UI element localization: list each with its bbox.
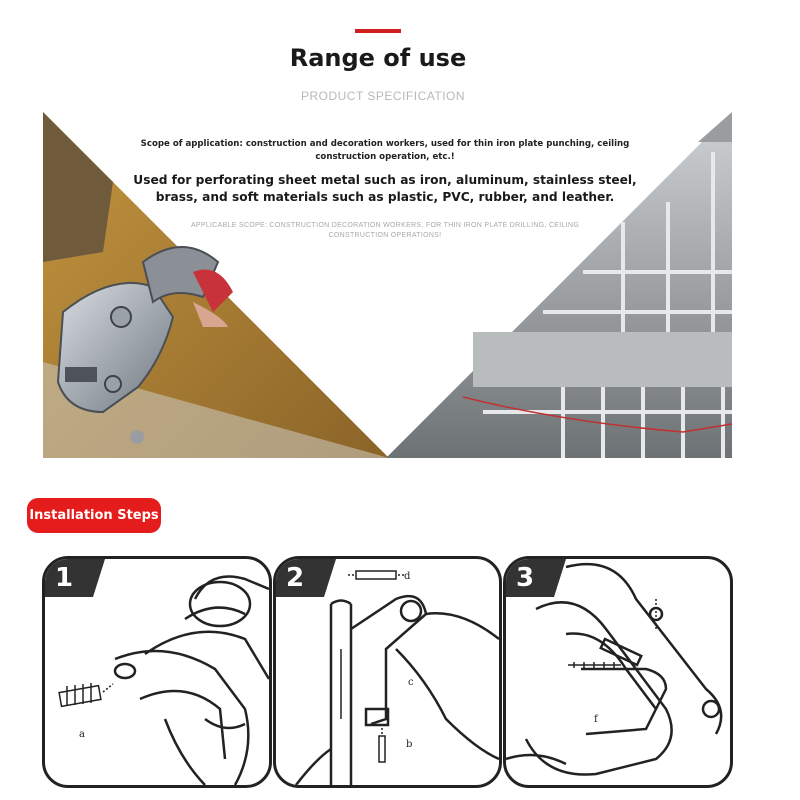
step-3-number: 3 — [516, 563, 535, 593]
step-2-number: 2 — [286, 563, 305, 593]
applicable-scope-text: APPLICABLE SCOPE: CONSTRUCTION DECORATION WORKERS, FOR THIN IRON PLATE DRILLING, CEILING CONSTRUCTION OPERATIONS! — [190, 222, 580, 239]
perforating-materials-text: Used for perforating sheet metal such as iron, aluminum, stainless steel, brass, and soft materials such as plastic, PVC, rubber, and leather. — [133, 173, 637, 204]
step-3-panel — [503, 556, 733, 788]
step-1-panel — [42, 556, 272, 788]
step-1-number: 1 — [55, 563, 74, 593]
step-3-label-f: f — [594, 714, 598, 725]
step-2-label-d: d — [404, 571, 411, 582]
page-title: Range of use — [289, 44, 467, 72]
step-1-label-a: a — [79, 729, 85, 740]
step-2-label-b: b — [406, 739, 413, 750]
scope-of-application-text: Scope of application: construction and decoration workers, used for thin iron plate punching, ceiling construction operation, etc.! — [140, 139, 630, 162]
step-2-panel — [273, 556, 502, 788]
title-accent-bar — [355, 29, 401, 33]
page-subtitle: PRODUCT SPECIFICATION — [300, 89, 466, 103]
step-2-label-c: c — [408, 677, 414, 688]
installation-steps-badge: Installation Steps — [27, 498, 161, 533]
